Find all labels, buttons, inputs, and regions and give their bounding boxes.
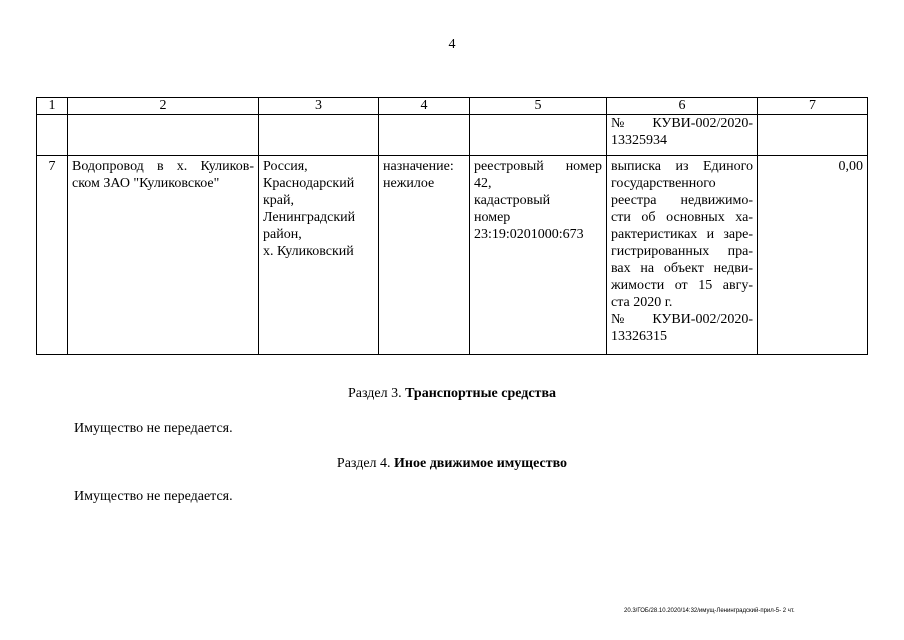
section-title: Иное движимое имущество [394,456,568,471]
column-header: 1 [37,98,68,115]
table-cell [758,115,868,156]
table-cell-name [68,156,259,355]
cell-line: рактеристиках и заре- [611,227,753,242]
cell-line: 23:19:0201000:673 [474,227,584,242]
page-number: 4 [448,37,456,52]
cell-line: 42, [474,176,492,191]
table-cell-document [607,115,758,156]
cell-line: 13326315 [611,329,667,344]
cell-line: кадастровый [474,193,551,208]
table-cell-document [607,156,758,355]
cell-line: государственного [611,176,716,191]
column-header: 3 [259,98,379,115]
cell-line: район, [263,227,302,242]
cell-line: Краснодарский [263,176,355,191]
table-cell [37,115,68,156]
column-header: 7 [758,98,868,115]
cell-line: ста 2020 г. [611,295,673,310]
column-header: 6 [607,98,758,115]
column-header: 5 [470,98,607,115]
cell-line: реестра недвижимо- [611,193,753,208]
section-4-text: Имущество не передается. [74,489,233,504]
cell-line: № КУВИ-002/2020- [611,312,753,327]
table-row [37,115,868,156]
column-header: 2 [68,98,259,115]
cell-line: сти об основных ха- [611,210,753,225]
cell-line: назначение: [383,159,454,174]
cell-line: Ленинградский [263,210,356,225]
table-cell-address [259,156,379,355]
cell-line: край, [263,193,295,208]
footer-stamp: 20.3/ГОБ/28.10.2020/14:32/имущ-Ленинградский-прил-5- 2 чт. [624,608,795,614]
cell-line: вах на объект недви- [611,261,753,276]
cell-line: реестровый номер [474,159,602,174]
section-title: Транспортные средства [405,386,556,401]
cell-line: № КУВИ-002/2020- [611,116,753,131]
cell-line: нежилое [383,176,435,191]
cell-line: ском ЗАО "Куликовское" [72,176,220,191]
table-cell [470,115,607,156]
section-prefix: Раздел 4. [336,456,391,471]
cell-line: 13325934 [611,133,667,148]
table-cell [379,115,470,156]
cell-line: Водопровод в х. Куликов- [72,159,254,174]
property-table [36,97,868,355]
table-cell-value: 0,00 [758,156,868,355]
table-cell-number: 7 [37,156,68,355]
table-cell [68,115,259,156]
table-row [37,156,868,355]
cell-line: номер [474,210,511,225]
section-3-text: Имущество не передается. [74,421,233,436]
cell-line: гистрированных пра- [611,244,753,259]
table-header-row [37,98,868,115]
table-cell-registry [470,156,607,355]
section-3-heading [0,386,904,402]
column-header: 4 [379,98,470,115]
table-cell-purpose [379,156,470,355]
table-cell [259,115,379,156]
cell-line: х. Куликовский [263,244,354,259]
cell-line: Россия, [263,159,308,174]
cell-line: выписка из Единого [611,159,753,174]
section-prefix: Раздел 3. [348,386,402,401]
section-4-heading [0,456,904,472]
cell-line: жимости от 15 авгу- [611,278,753,293]
